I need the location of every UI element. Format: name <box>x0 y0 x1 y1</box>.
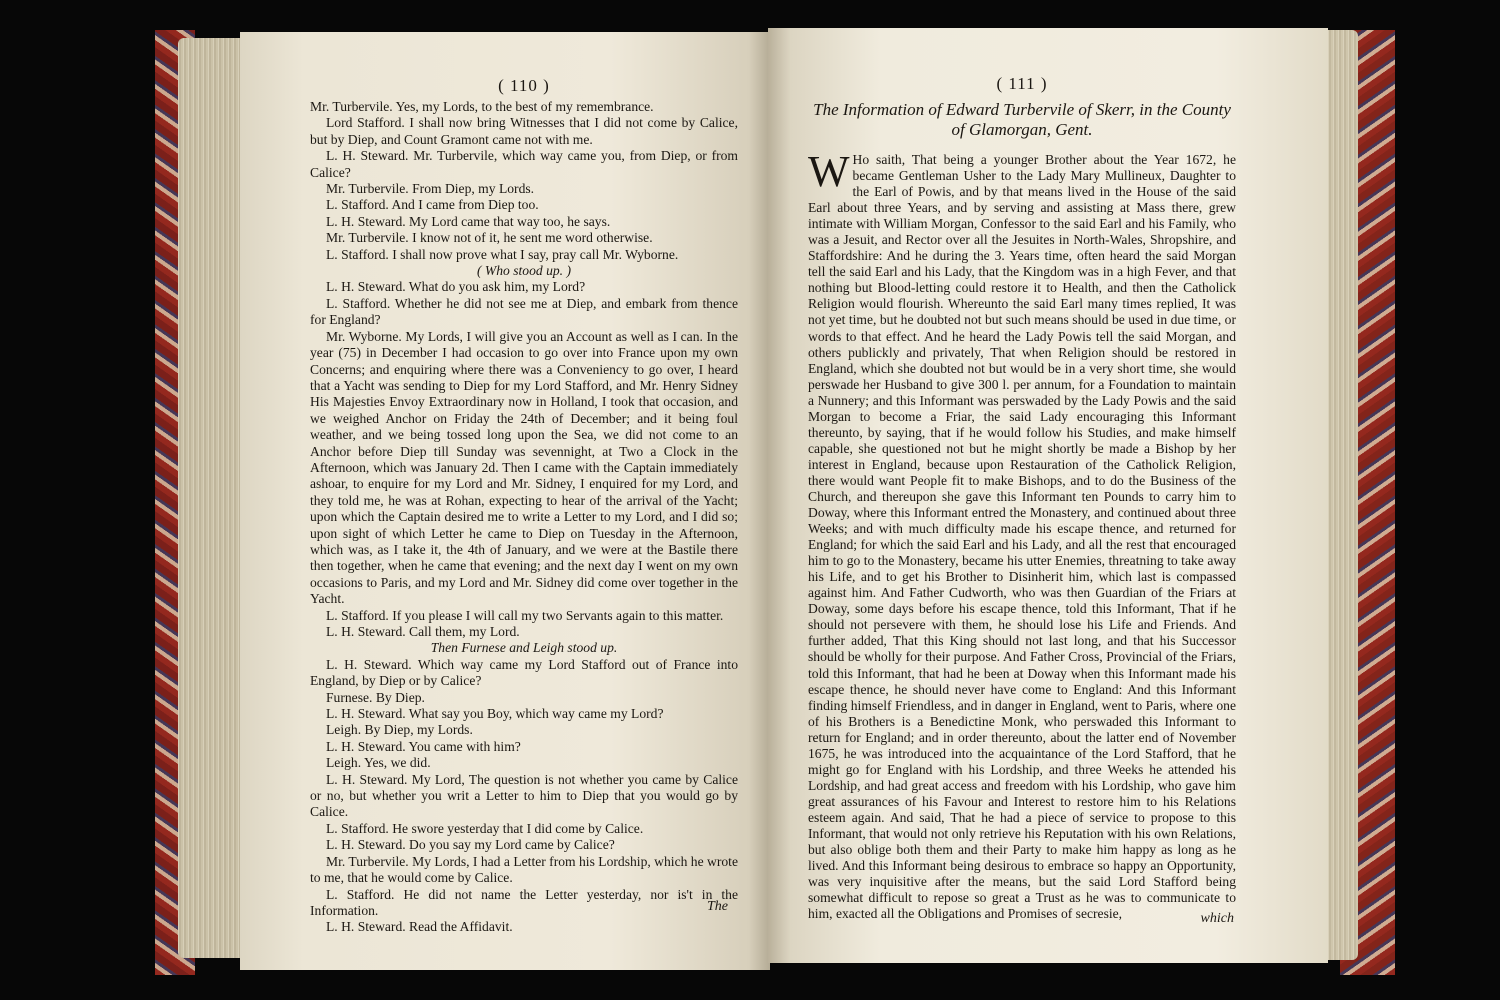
text-line: L. Stafford. I shall now prove what I say, pray call Mr. Wyborne. <box>326 246 679 262</box>
catchword: which <box>1200 911 1234 926</box>
text-line: L. H. Steward. Which way came my Lord Stafford out of France into England, by Diep or by Calice? <box>310 656 738 689</box>
left-page-text <box>310 99 738 936</box>
text-line: Mr. Wyborne. My Lords, I will give you an Account as well as I can. In the year (75) in December I had occasion to go over into France upon my own Concerns; and enquiring where there was a Conveniency to go over, I heard that a Yacht was sending to Diep for my Lord Stafford, and Mr. Henry Sidney His Majesties Envoy Extraordinary now in Holland, I took that occasion, and we weighed Anchor on Friday the 24th of December; and it being foul weather, and we being tossed long upon the Sea, we did not come to an Anchor before Diep till Sunday was sevennight, at Two a Clock in the Afternoon, which was January 2d. Then I came with the Captain immediately ashoar, to enquire for my Lord and Mr. Sidney, I enquired for my Lord, and they told me, he was at Rohan, expecting to hear of the arrival of the Yacht; upon which the Captain desired me to write a Letter to my Lord, and I did so; upon sight of which Letter he came to Diep on Tuesday in the Afternoon, which was, as I take it, the 4th of January, and we were at the Bastile there then together, when he came that evening; and the next day I went on my own occasions to Paris, and my Lord and Mr. Sidney did come over together in the Yacht. <box>310 328 738 607</box>
text-line: L. H. Steward. Call them, my Lord. <box>326 624 520 639</box>
text-line: L. Stafford. He did not name the Letter yesterday, nor is't in the Information. <box>310 886 738 918</box>
page-number: ( 110 ) <box>498 76 550 95</box>
text-line: L. H. Steward. My Lord came that way too, he says. <box>326 213 611 229</box>
text-line: Furnese. By Diep. <box>326 689 425 705</box>
section-heading: The Information of Edward Turbervile of Skerr, in the County of Glamorgan, Gent. <box>813 100 1231 139</box>
page-edges-left <box>178 38 248 958</box>
text-line: L. Stafford. And I came from Diep too. <box>326 197 539 213</box>
stage-direction: Then Furnese and Leigh stood up. <box>430 640 618 656</box>
right-page-text <box>808 147 1236 922</box>
text-line: L. H. Steward. My Lord, The question is not whether you came by Calice or no, but whether you writ a Letter to him to Diep that you would go by Calice. <box>310 771 738 820</box>
body-text: Ho saith, That being a younger Brother about the Year 1672, he became Gentleman Usher to the Lady Mary Mullineux, Daughter to the Earl of Powis, and by that means lived in the House of the said Earl about three Years, and by serving and assisting at Mass there, grew intimate with William Morgan, Confessor to the said Earl and his Family, who was a Jesuit, and Rector over all the Jesuites in North-Wales, Shropshire, and Staffordshire: And he during the 3. Years time, often heard the said Morgan tell the said Earl and his Lady, that the Kingdom was in a high Fever, and that nothing but Blood-letting could restore it to Health, and then the Catholick Religion would flourish. Whereunto the said Earl many times replied, It was not yet time, but he doubted not but such means should be used in due time, or words to that effect. And he heard the Lady Powis tell the said Morgan, and others publickly and privately, That when Religion should be restored in England, which she doubted not but would be in a very short time, she would perswade her Husband to give 300 l. per annum, for a Foundation to maintain a Nunnery; and this Informant was perswaded by the Lady Powis and the said Morgan to become a Friar, the said Lady encouraging this Informant thereunto, by saying, that if he would follow his Studies, and make himself capable, she questioned not but he might shortly be made a Bishop by her interest in England, because upon Restauration of the Catholick Religion, there would want People fit to make Bishops, and to do the Business of the Church, and thereupon she gave this Informant ten Pounds to carry him to Doway, where this Informant entred the Monastery, and continued about three Weeks; and with much difficulty made his escape thence, and returned for England; for which the said Earl and his Lady, and all the rest that encouraged him to go to the Monastery, became his utter Enemies, threatning to take away his Life, and to get his Brother to Disinherit him, which last is compassed against him. And Father Cudworth, who was then Guardian of the Friars at Doway, some days before his escape thence, told this Informant, That if he should not persevere with them, he should lose his Life and Friends. And further added, That this King should not last long, and that his Successor should be wholly for their purpose. And Father Cross, Provincial of the Friars, told this Informant, that had he been at Doway when this Informant made his escape thence, he should never have come to England: And this Informant finding himself Friendless, and in danger in England, went to Paris, where one of his Brothers is a Benedictine Monk, who perswaded this Informant to return for England; and in order thereunto, about the latter end of November 1675, he was introduced into the acquaintance of the Lord Stafford, that he might go for England with his Lordship, and three Weeks he attended his Lordship, and had great access and freedom with his Lordship, who gave him great assurances of his Favour and Interest to restore him to his Relations esteem again. And said, That he had a piece of service to propose to this Informant, that would not only retrieve his Reputation with his own Relations, but also oblige both them and their Party to make him happy as long as he lived. And this Informant being desirous to embrace so happy an Opportunity, was very inquisitive after the means, but the said Lord Stafford being somewhat difficult to repose so great a Trust as he was to communicate to him, exacted all the Obligations and Promises of secresie, <box>808 152 1236 922</box>
text-line: Leigh. By Diep, my Lords. <box>326 722 473 738</box>
text-line: Lord Stafford. I shall now bring Witnesses that I did not come by Calice, but by Diep, and Count Gramont came not with me. <box>310 115 738 147</box>
text-line: Mr. Turbervile. From Diep, my Lords. <box>326 181 535 197</box>
text-line: L. H. Steward. What say you Boy, which way came my Lord? <box>326 706 664 722</box>
left-page <box>240 32 770 970</box>
text-line: L. Stafford. He swore yesterday that I did come by Calice. <box>326 820 644 836</box>
text-line: L. H. Steward. You came with him? <box>326 738 521 754</box>
text-line: L. H. Steward. Mr. Turbervile, which way came you, from Diep, or from Calice? <box>310 148 738 180</box>
text-line: Leigh. Yes, we did. <box>326 755 431 771</box>
catchword: The <box>707 899 728 914</box>
drop-cap: W <box>808 147 850 196</box>
text-line: Mr. Turbervile. I know not of it, he sent me word otherwise. <box>326 230 653 246</box>
page-number: ( 111 ) <box>996 74 1048 93</box>
text-line: Mr. Turbervile. Yes, my Lords, to the best of my remembrance. <box>310 99 654 114</box>
text-line: L. Stafford. If you please I will call my two Servants again to this matter. <box>326 607 724 623</box>
text-line: L. Stafford. Whether he did not see me at Diep, and embark from thence for England? <box>310 295 738 328</box>
text-line: Mr. Turbervile. My Lords, I had a Letter from his Lordship, which he wrote to me, that he would come by Calice. <box>310 853 738 886</box>
text-line: L. H. Steward. Do you say my Lord came by Calice? <box>326 837 615 853</box>
stage-direction: ( Who stood up. ) <box>476 263 571 279</box>
right-page <box>768 28 1328 963</box>
text-line: L. H. Steward. Read the Affidavit. <box>326 919 513 935</box>
text-line: L. H. Steward. What do you ask him, my Lord? <box>326 279 586 295</box>
